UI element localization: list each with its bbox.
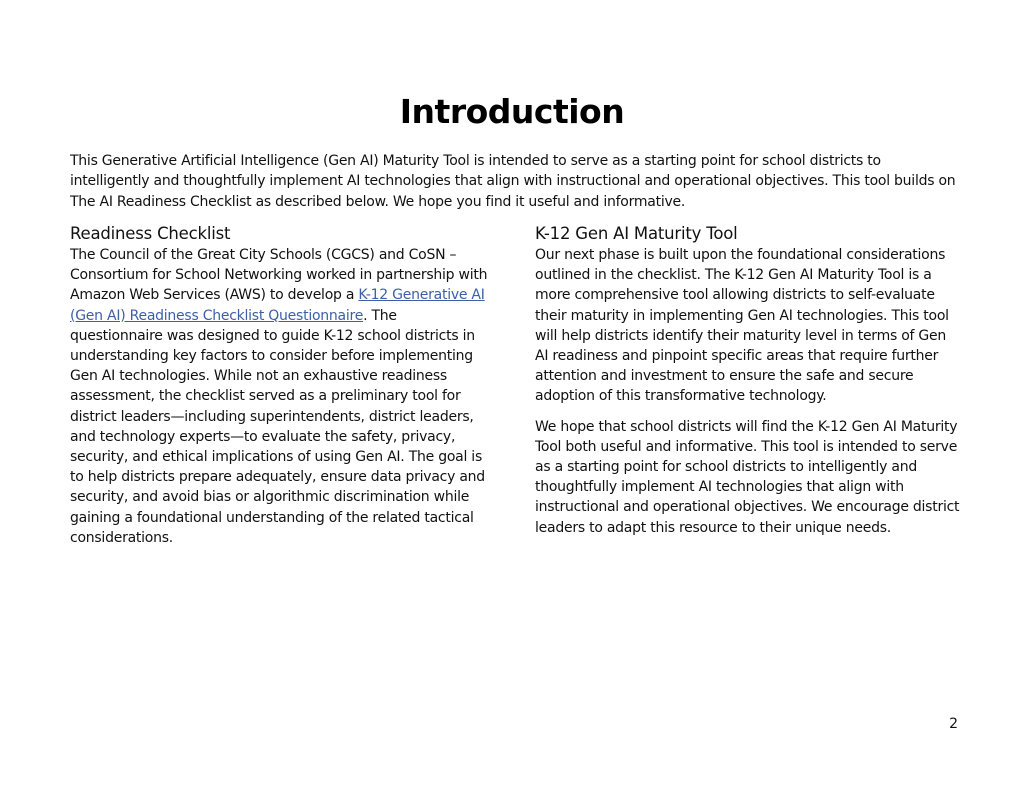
readiness-checklist-heading: Readiness Checklist [70,224,231,243]
maturity-tool-paragraph-2: We hope that school districts will find the K-12 Gen AI Maturity Tool both useful and informative. This tool is intended to serve as a starting point for school districts to intelligently and thoughtfully implement AI technologies that align with instructional and operational objectives. We encourage district leaders to adapt this resource to their unique needs. [535,418,960,536]
readiness-checklist-section [70,223,492,548]
readiness-text-part-1: The Council of the Great City Schools (CGCS) and CoSN – Consortium for School Networking worked in partnership with Amazon Web Services (AWS) to develop a [70,247,488,304]
maturity-tool-paragraph-1: Our next phase is built upon the foundational considerations outlined in the checklist. The K-12 Gen AI Maturity Tool is a more comprehensive tool allowing districts to self-evaluate their maturity in implementing Gen AI technologies. This tool will help districts identify their maturity level in terms of Gen AI readiness and pinpoint specific areas that require further attention and investment to ensure the safe and secure adoption of this transformative technology. [535,247,949,405]
maturity-tool-heading: K-12 Gen AI Maturity Tool [535,224,738,243]
readiness-text-part-2: . The questionnaire was designed to guide K-12 school districts in understanding key factors to consider before implementing Gen AI technologies. While not an exhaustive readiness assessment, the checklist served as a preliminary tool for district leaders—including superintendents, district leaders, and technology experts—to evaluate the safety, privacy, security, and ethical implications of using Gen AI. The goal is to help districts prepare adequately, ensure data privacy and security, and avoid bias or algorithmic discrimination while gaining a foundational understanding of the related tactical considerations. [70,307,485,546]
page-number: 2 [949,716,958,732]
maturity-tool-section [535,223,960,538]
intro-paragraph: This Generative Artificial Intelligence (Gen AI) Maturity Tool is intended to serve as a starting point for school districts to intelligently and thoughtfully implement AI technologies that align with instructional and operational objectives. This tool builds on The AI Readiness Checklist as described below. We hope you find it useful and informative. [70,153,956,210]
readiness-checklist-text [70,245,492,548]
page-title: Introduction [399,92,625,131]
readiness-checklist-questionnaire-link[interactable]: K-12 Generative AI (Gen AI) Readiness Checklist Questionnaire [70,287,485,324]
